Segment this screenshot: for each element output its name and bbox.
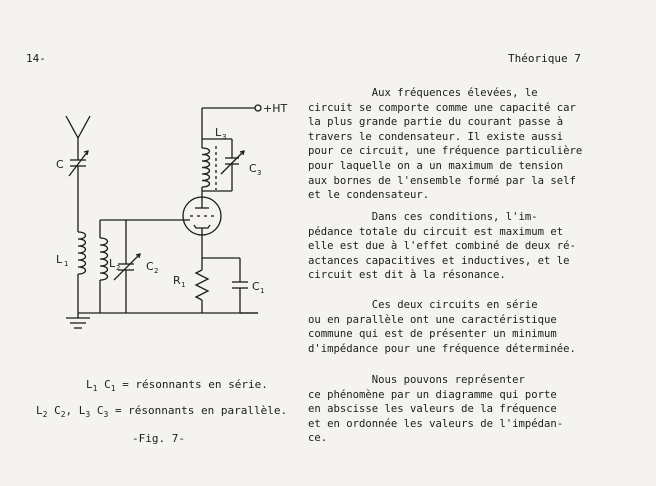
caption-series: $L_1$ $C_1$ = résonnants en série. (86, 378, 268, 394)
label-c3-sub: 3 (257, 169, 262, 177)
paragraph-4: Nous pouvons représenter ce phénomène par un diagramme qui porte en abscisse les valeurs de la fréquence et en ordonnée les valeurs de l'impédan- ce. (308, 374, 564, 445)
figure-label: -Fig. 7- (132, 432, 185, 445)
antenna-left-arm (66, 116, 78, 138)
coil-l1 (78, 232, 86, 274)
paragraph-1: Aux fréquences élevées, le circuit se comporte comme une capacité car la plus grande partie du courant passe à travers le condensateur. Il existe aussi pour ce circuit, une fréquence particulière pour laquelle on a un maximum de tension aux bornes de l'ensemble formé par la self et le condensateur. (308, 87, 583, 202)
label-c3: C (249, 162, 257, 175)
ht-label: +HT (263, 102, 288, 115)
paragraph-3: Ces deux circuits en série ou en parallèle ont une caractéristique commune qui est de présenter un minimum d'impédance pour une fréquence déterminée. (308, 299, 576, 355)
label-c1-sub: 1 (260, 287, 265, 295)
label-l1: L (56, 253, 63, 266)
resistor-r1 (196, 270, 208, 300)
label-c: C (56, 158, 64, 171)
circuit-diagram (0, 0, 310, 345)
coil-l2 (100, 238, 108, 280)
label-l2-sub: 2 (116, 264, 121, 272)
section-title: Théorique 7 (508, 52, 581, 65)
label-r1-sub: 1 (181, 281, 186, 289)
label-c2-sub: 2 (154, 267, 159, 275)
caption-parallel: $L_2$ $C_2$, $L_3$ $C_3$ = résonnants en parallèle. (36, 404, 288, 420)
label-l2: L (109, 257, 116, 270)
label-l3-sub: 3 (222, 133, 227, 141)
label-l3: L (215, 126, 222, 139)
page-number: 14- (26, 52, 46, 65)
label-r1: R (173, 274, 181, 287)
antenna-right-arm (78, 116, 90, 138)
tube-cathode (194, 225, 210, 228)
ht-terminal (255, 105, 261, 111)
label-l1-sub: 1 (64, 260, 69, 268)
coil-l3 (202, 148, 210, 187)
label-c2: C (146, 260, 154, 273)
label-c1: C (252, 280, 260, 293)
paragraph-2: Dans ces conditions, l'im- pédance totale du circuit est maximum et elle est due à l'effet combiné de deux ré- actances capacitives et inductives, et le circuit est dit à la résonance. (308, 211, 576, 282)
